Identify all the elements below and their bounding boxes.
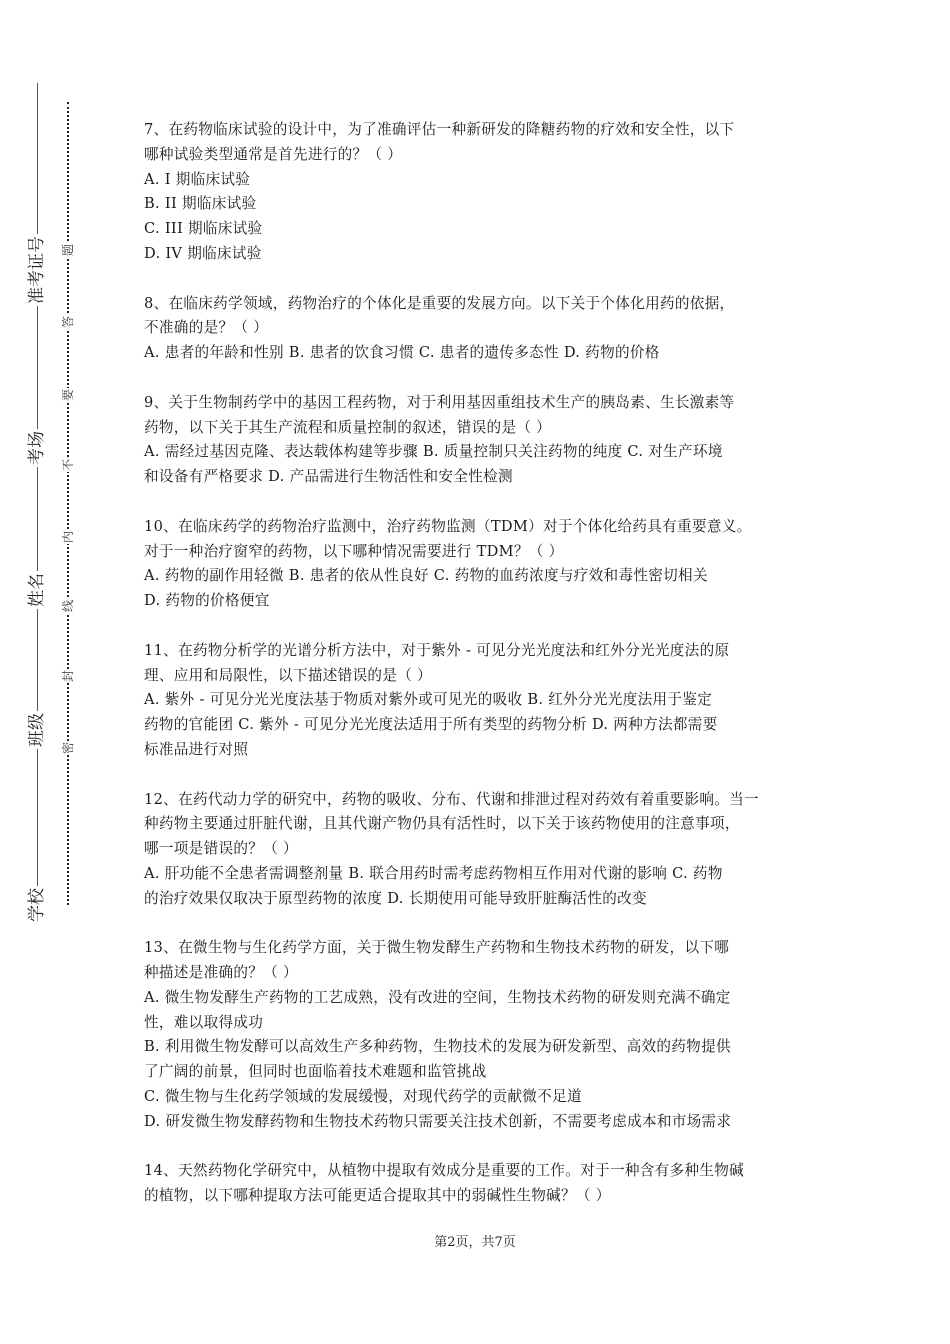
question-stem-line: 12、在药代动力学的研究中，药物的吸收、分布、代谢和排泄过程对药效有着重要影响。当一 xyxy=(144,790,759,808)
question-item xyxy=(144,788,812,912)
binding-field-label: 姓名 xyxy=(27,573,47,607)
seal-dotted-line xyxy=(67,102,69,905)
seal-char: 不 xyxy=(61,458,75,472)
binding-field-label: 学校 xyxy=(27,888,47,922)
question-stem-line: 对于一种治疗窗窄的药物，以下哪种情况需要进行 TDM？（ ） xyxy=(144,542,564,560)
question-stem-line: 哪一项是错误的？（ ） xyxy=(144,840,298,858)
question-stem-line: 10、在临床药学的药物治疗监测中，治疗药物监测（TDM）对于个体化给药具有重要意义。 xyxy=(144,517,752,535)
question-option-line: A. 微生物发酵生产药物的工艺成熟，没有改进的空间，生物技术药物的研发则充满不确定 xyxy=(144,988,731,1006)
question-option-line: D. 药物的价格便宜 xyxy=(144,592,270,610)
question-stem-line: 不准确的是？（ ） xyxy=(144,319,269,337)
question-stem-line: 8、在临床药学领域，药物治疗的个体化是重要的发展方向。以下关于个体化用药的依据， xyxy=(144,294,735,312)
seal-char: 内 xyxy=(61,530,75,544)
question-stem-line: 理、应用和局限性，以下描述错误的是（ ） xyxy=(144,666,432,684)
question-item xyxy=(144,292,812,366)
binding-solid-line xyxy=(37,83,38,888)
question-stem-line: 13、在微生物与生化药学方面，关于微生物发酵生产药物和生物技术药物的研发，以下哪 xyxy=(144,939,730,957)
question-item xyxy=(144,936,812,1134)
binding-field-label: 班级 xyxy=(27,713,47,747)
question-option-line: 标准品进行对照 xyxy=(144,740,249,758)
question-option-line: 的治疗效果仅取决于原型药物的浓度 D. 长期使用可能导致肝脏酶活性的改变 xyxy=(144,889,647,907)
question-option-line: A. 药物的副作用轻微 B. 患者的依从性良好 C. 药物的血药浓度与疗效和毒性密切相关 xyxy=(144,567,708,585)
question-option-line: D. IV 期临床试验 xyxy=(144,244,262,262)
question-option-line: A. 患者的年龄和性别 B. 患者的饮食习惯 C. 患者的遗传多态性 D. 药物的价格 xyxy=(144,344,660,362)
question-stem-line: 种描述是准确的？（ ） xyxy=(144,964,298,982)
page-footer: 第2页，共7页 xyxy=(434,1235,516,1250)
question-stem-line: 药物，以下关于其生产流程和质量控制的叙述，错误的是（ ） xyxy=(144,418,552,436)
question-option-line: 和设备有严格要求 D. 产品需进行生物活性和安全性检测 xyxy=(144,468,513,486)
question-stem-line: 9、关于生物制药学中的基因工程药物，对于利用基因重组技术生产的胰岛素、生长激素等 xyxy=(144,393,735,411)
binding-field-label: 准考证号 xyxy=(27,236,47,304)
question-item xyxy=(144,118,812,267)
question-item xyxy=(144,639,812,763)
seal-char: 密 xyxy=(61,741,75,755)
seal-char: 封 xyxy=(61,669,75,683)
question-option-line: B. 利用微生物发酵可以高效生产多种药物，生物技术的发展为研发新型、高效的药物提供 xyxy=(144,1038,731,1056)
question-option-line: A. 肝功能不全患者需调整剂量 B. 联合用药时需考虑药物相互作用对代谢的影响 C. 药物 xyxy=(144,864,723,882)
question-item xyxy=(144,391,812,490)
question-option-line: A. 需经过基因克隆、表达载体构建等步骤 B. 质量控制只关注药物的纯度 C. 对生产环境 xyxy=(144,443,723,461)
binding-field-label: 考场 xyxy=(27,431,47,465)
question-stem-line: 哪种试验类型通常是首先进行的？（ ） xyxy=(144,145,403,163)
question-option-line: A. I 期临床试验 xyxy=(144,170,251,188)
seal-char: 题 xyxy=(61,243,75,257)
question-stem-line: 14、天然药物化学研究中，从植物中提取有效成分是重要的工作。对于一种含有多种生物碱 xyxy=(144,1162,745,1180)
seal-char: 线 xyxy=(61,599,75,613)
question-option-line: D. 研发微生物发酵药物和生物技术药物只需要关注技术创新，不需要考虑成本和市场需求 xyxy=(144,1112,732,1130)
seal-char: 要 xyxy=(61,388,75,402)
question-item xyxy=(144,515,812,614)
question-stem-line: 11、在药物分析学的光谱分析方法中，对于紫外 - 可见分光光度法和红外分光光度法的原 xyxy=(144,641,730,659)
question-stem-line: 的植物，以下哪种提取方法可能更适合提取其中的弱碱性生物碱？（ ） xyxy=(144,1187,611,1205)
seal-char: 答 xyxy=(61,315,75,329)
question-option-line: C. 微生物与生化药学领域的发展缓慢，对现代药学的贡献微不足道 xyxy=(144,1088,582,1106)
question-option-line: A. 紫外 - 可见分光光度法基于物质对紫外或可见光的吸收 B. 红外分光光度法用于鉴定 xyxy=(144,691,713,709)
question-option-line: 了广阔的前景，但同时也面临着技术难题和监管挑战 xyxy=(144,1063,487,1081)
exam-content xyxy=(144,118,812,1234)
question-item xyxy=(144,1159,812,1209)
question-option-line: 性，难以取得成功 xyxy=(144,1013,264,1031)
question-option-line: B. II 期临床试验 xyxy=(144,195,257,213)
question-stem-line: 种药物主要通过肝脏代谢，且其代谢产物仍具有活性时，以下关于该药物使用的注意事项， xyxy=(144,815,740,833)
question-stem-line: 7、在药物临床试验的设计中，为了准确评估一种新研发的降糖药物的疗效和安全性，以下 xyxy=(144,121,735,138)
question-option-line: 药物的官能团 C. 紫外 - 可见分光光度法适用于所有类型的药物分析 D. 两种方法都需要 xyxy=(144,716,718,734)
question-option-line: C. III 期临床试验 xyxy=(144,220,263,238)
